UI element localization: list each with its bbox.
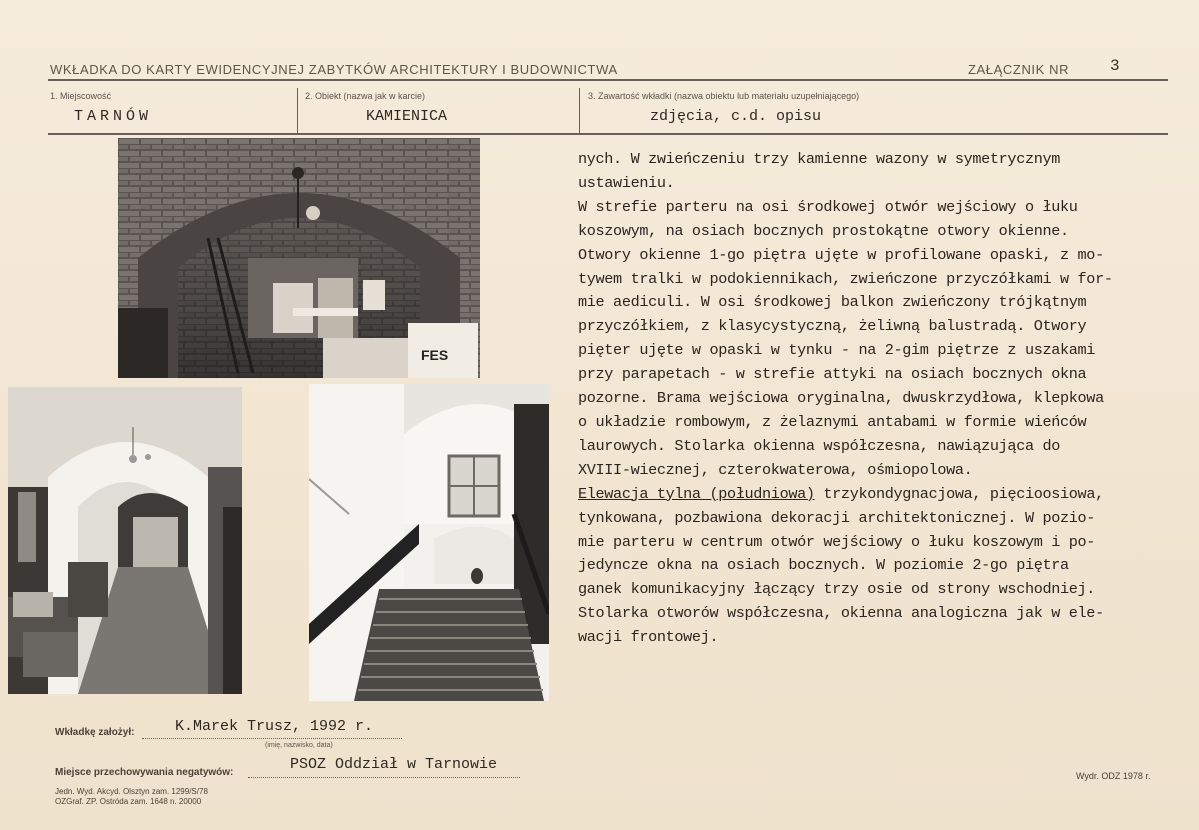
form-title: WKŁADKA DO KARTY EWIDENCYJNEJ ZABYTKÓW ARCHITEKTURY I BUDOWNICTWA xyxy=(50,62,618,77)
header-rule-bottom xyxy=(48,133,1168,135)
contents-value: zdjęcia, c.d. opisu xyxy=(650,108,822,125)
negatives-dotline xyxy=(248,777,520,778)
body-line: wacji frontowej. xyxy=(578,628,719,647)
locality-label: 1. Miejscowość xyxy=(50,91,112,101)
body-line: nych. W zwieńczeniu trzy kamienne wazony w symetrycznym xyxy=(578,150,1061,168)
body-line-rear-elevation xyxy=(578,483,1193,507)
body-line: przyczółkiem, z klasycystyczną, żeliwną balustradą. Otwory xyxy=(578,317,1087,336)
header-rule-top xyxy=(48,79,1168,81)
body-line: mie parteru w centrum otwór wejściowy o łuku koszowym i po- xyxy=(578,532,1096,551)
object-label: 2. Obiekt (nazwa jak w karcie) xyxy=(305,91,426,101)
photo-corridor xyxy=(8,387,242,694)
body-line: mie aediculi. W osi środkowej balkon zwieńczony trójkątnym xyxy=(578,293,1087,312)
photo-staircase xyxy=(309,384,549,701)
photo-brick-cellar xyxy=(118,138,480,378)
print-info-line2: OZGraf. ZP. Ostróda zam. 1648 n. 20000 xyxy=(55,797,202,806)
description-text xyxy=(578,148,1193,650)
annex-label: ZAŁĄCZNIK NR xyxy=(968,62,1070,77)
body-line: W strefie parteru na osi środkowej otwór wejściowy o łuku xyxy=(578,197,1078,216)
annex-number: 3 xyxy=(1110,57,1120,75)
contents-label: 3. Zawartość wkładki (nazwa obiektu lub materiału uzupełniającego) xyxy=(588,91,860,101)
negatives-value: PSOZ Oddział w Tarnowie xyxy=(290,756,498,773)
rear-elevation-tail: trzykondygnacjowa, pięcioosiowa, xyxy=(814,484,1104,503)
body-line: przy parapetach - w strefie attyki na osiach bocznych okna xyxy=(578,365,1087,384)
print-info-line1: Jedn. Wyd. Akcyd. Olsztyn zam. 1299/S/78 xyxy=(55,787,208,796)
author-dotline xyxy=(142,738,402,739)
body-line: laurowych. Stolarka okienna współczesna, nawiązująca do xyxy=(578,436,1061,455)
body-line: tynkowana, pozbawiona dekoracji architektonicznej. W pozio- xyxy=(578,508,1096,527)
negatives-label: Miejsce przechowywania negatywów: xyxy=(55,767,234,778)
field-divider-1 xyxy=(297,88,298,133)
body-line: jedyncze okna na osiach bocznych. W poziomie 2-go piętra xyxy=(578,556,1069,575)
body-line: XVIII-wiecznej, czterokwaterowa, ośmiopolowa. xyxy=(578,460,973,479)
body-line: ustawieniu. xyxy=(578,173,675,192)
object-value: KAMIENICA xyxy=(366,108,448,125)
locality-value: TARNÓW xyxy=(74,108,153,125)
author-label: Wkładkę założył: xyxy=(55,727,135,738)
rear-elevation-heading: Elewacja tylna (południowa) xyxy=(578,484,815,503)
body-line: ganek komunikacyjny łączący trzy osie od strony wschodniej. xyxy=(578,580,1096,599)
body-line: koszowym, na osiach bocznych prostokątne otwory okienne. xyxy=(578,221,1069,240)
field-divider-2 xyxy=(579,88,580,133)
body-line: Stolarka otworów współczesna, okienna analogiczna jak w ele- xyxy=(578,604,1104,623)
publisher-mark: Wydr. ODZ 1978 r. xyxy=(1076,771,1151,781)
body-line: pięter ujęte w opaski w tynku - na 2-gim piętrze z uszakami xyxy=(578,341,1096,360)
body-line: pozorne. Brama wejściowa oryginalna, dwuskrzydłowa, klepkowa xyxy=(578,389,1104,408)
author-value: K.Marek Trusz, 1992 r. xyxy=(175,718,374,735)
photo-sign-text: FES xyxy=(421,347,449,363)
body-line: tywem tralki w podokiennikach, zwieńczone przyczółkami w for- xyxy=(578,269,1113,288)
author-caption: (imię, nazwisko, data) xyxy=(265,742,333,749)
body-line: Otwory okienne 1-go piętra ujęte w profilowane opaski, z mo- xyxy=(578,245,1104,264)
body-line: o układzie rombowym, z żelaznymi antabami w formie wieńców xyxy=(578,412,1087,431)
